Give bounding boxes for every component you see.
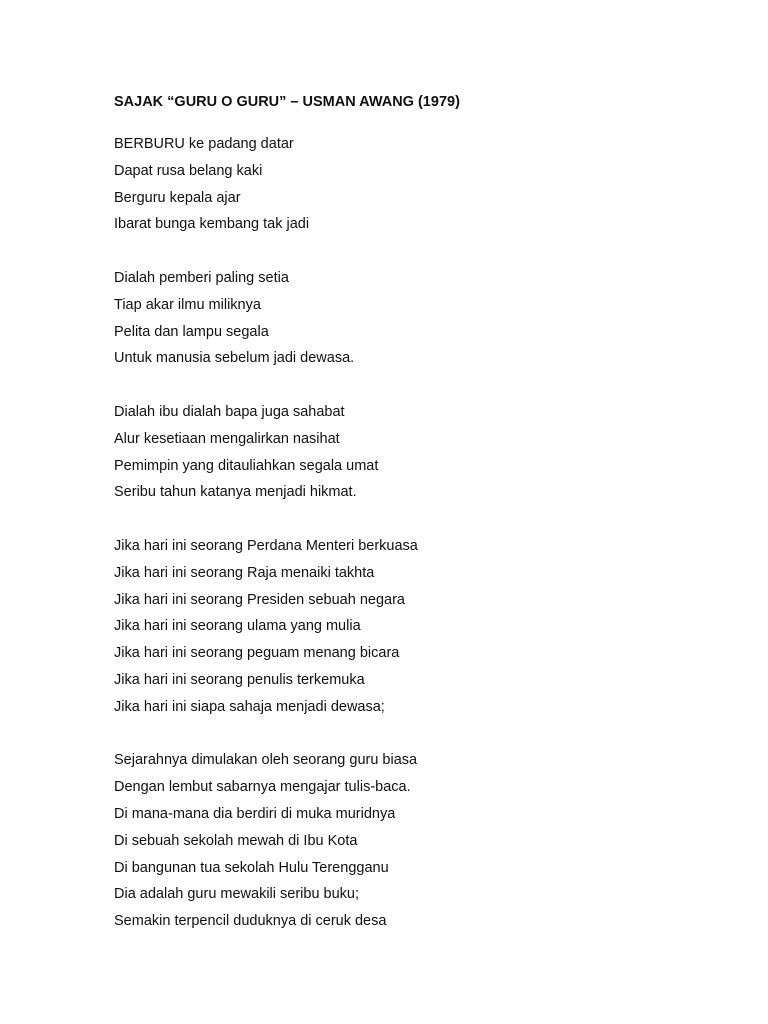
poem-line: Jika hari ini seorang Presiden sebuah negara xyxy=(114,591,405,608)
poem-line: Jika hari ini seorang Perdana Menteri berkuasa xyxy=(114,537,418,554)
poem-line: Di mana-mana dia berdiri di muka muridnya xyxy=(114,805,396,822)
poem-line: Jika hari ini seorang ulama yang mulia xyxy=(114,618,361,635)
poem-line: BERBURU ke padang datar xyxy=(114,136,294,152)
poem-line: Jika hari ini siapa sahaja menjadi dewasa; xyxy=(114,698,385,715)
stanza xyxy=(114,399,714,506)
poem-title: SAJAK “GURU O GURU” – USMAN AWANG (1979) xyxy=(114,94,460,110)
poem-line: Alur kesetiaan mengalirkan nasihat xyxy=(114,430,340,447)
stanza xyxy=(114,265,714,372)
poem-line: Di sebuah sekolah mewah di Ibu Kota xyxy=(114,832,358,849)
poem-line: Jika hari ini seorang penulis terkemuka xyxy=(114,671,365,688)
poem-body xyxy=(114,131,714,962)
poem-line: Dia adalah guru mewakili seribu buku; xyxy=(114,886,360,903)
poem-line: Jika hari ini seorang peguam menang bicara xyxy=(114,645,400,662)
poem-line: Pemimpin yang ditauliahkan segala umat xyxy=(114,457,379,474)
poem-line: Dialah ibu dialah bapa juga sahabat xyxy=(114,403,345,420)
poem-line: Berguru kepala ajar xyxy=(114,189,241,206)
poem-line: Di bangunan tua sekolah Hulu Terengganu xyxy=(114,859,389,876)
poem-line: Dialah pemberi paling setia xyxy=(114,269,289,286)
poem-line: Sejarahnya dimulakan oleh seorang guru biasa xyxy=(114,752,418,769)
poem-line: Dengan lembut sabarnya mengajar tulis-baca. xyxy=(114,779,411,796)
poem-line: Ibarat bunga kembang tak jadi xyxy=(114,216,310,233)
poem-line: Pelita dan lampu segala xyxy=(114,323,269,340)
poem-line: Jika hari ini seorang Raja menaiki takhta xyxy=(114,564,375,581)
poem-line: Semakin terpencil duduknya di ceruk desa xyxy=(114,913,387,930)
poem-line: Tiap akar ilmu miliknya xyxy=(114,296,261,313)
poem-line: Seribu tahun katanya menjadi hikmat. xyxy=(114,484,357,501)
poem-line: Dapat rusa belang kaki xyxy=(114,162,263,179)
stanza xyxy=(114,533,714,721)
stanza xyxy=(114,131,714,238)
stanza xyxy=(114,747,714,935)
poem-line: Untuk manusia sebelum jadi dewasa. xyxy=(114,350,355,367)
